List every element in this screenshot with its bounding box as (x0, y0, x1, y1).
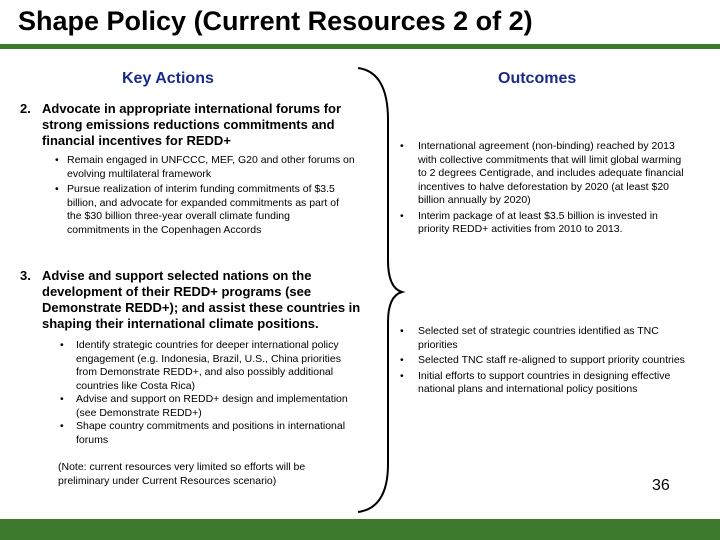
list-item (55, 154, 355, 181)
action-2-number: 2. (20, 101, 31, 116)
outcome-3-3: Initial efforts to support countries in designing effective national plans and international policy positions (418, 369, 671, 395)
page-title: Shape Policy (Current Resources 2 of 2) (18, 6, 533, 36)
action-3-heading: Advise and support selected nations on the development of their REDD+ programs (see Demonstrate REDD+); and assist these countries in shaping their international climate positions. (42, 268, 361, 331)
resource-note: (Note: current resources very limited so efforts will be preliminary under Current Resources scenario) (58, 461, 306, 487)
list-item (400, 210, 692, 237)
list-item (60, 420, 348, 447)
key-actions-heading: Key Actions (122, 70, 214, 87)
outcome-3-1: Selected set of strategic countries identified as TNC priorities (418, 325, 659, 351)
bullet-icon: • (60, 339, 64, 351)
action-3 (20, 268, 390, 332)
bullet-icon: • (55, 183, 59, 195)
list-item (400, 354, 692, 368)
outcome-3-2: Selected TNC staff re-aligned to support priority countries (418, 354, 685, 366)
list-item (400, 140, 692, 208)
list-item (60, 339, 348, 393)
bullet-icon: • (55, 154, 59, 166)
outcomes-heading: Outcomes (498, 70, 577, 87)
action-3-number: 3. (20, 268, 31, 283)
page-number: 36 (652, 477, 670, 494)
action-2-bullet-2: Pursue realization of interim funding commitments of $3.5 billion, and advocate for expanded commitments as part of the $30 billion three-year overall climate funding commitments in the Copenhagen Accords (67, 183, 339, 236)
bullet-icon: • (400, 369, 404, 382)
action-3-bullet-1: Identify strategic countries for deeper international policy engagement (e.g. Indonesia, Brazil, U.S., China priorities from Demonstrate REDD+, and also possibly additional countries like Costa Rica) (76, 339, 341, 392)
action-2-bullet-1: Remain engaged in UNFCCC, MEF, G20 and other forums on evolving multilateral framework (67, 154, 355, 180)
outcome-2-1: International agreement (non-binding) reached by 2013 with collective commitments that will limit global warming to 2 degrees Centigrade, and includes adequate financial incentives to halve deforestation by 2020 (at least $20 billion annually by 2020) (418, 140, 684, 206)
action-2 (20, 101, 370, 149)
bullet-icon: • (400, 140, 404, 152)
action-3-bullets (60, 339, 348, 447)
action-2-heading: Advocate in appropriate international forums for strong emissions reductions commitments and financial incentives for REDD+ (42, 101, 342, 148)
action-3-bullet-3: Shape country commitments and positions in international forums (76, 420, 346, 446)
title-rule (0, 44, 720, 49)
list-item (400, 325, 692, 352)
outcome-2-2: Interim package of at least $3.5 billion is invested in priority REDD+ activities from 2010 to 2013. (418, 209, 658, 235)
action-3-note (58, 461, 348, 488)
bullet-icon: • (400, 325, 404, 337)
bullet-icon: • (400, 354, 404, 366)
bullet-icon: • (400, 209, 404, 222)
bullet-icon: • (60, 393, 64, 405)
bullet-icon: • (60, 420, 64, 432)
action-2-bullets (55, 154, 355, 237)
outcomes-3 (400, 325, 692, 397)
list-item (55, 183, 355, 237)
outcomes-2 (400, 140, 692, 237)
footer-bar (0, 519, 720, 540)
list-item (60, 393, 348, 420)
list-item (400, 370, 692, 397)
action-3-bullet-2: Advise and support on REDD+ design and implementation (see Demonstrate REDD+) (76, 393, 348, 419)
